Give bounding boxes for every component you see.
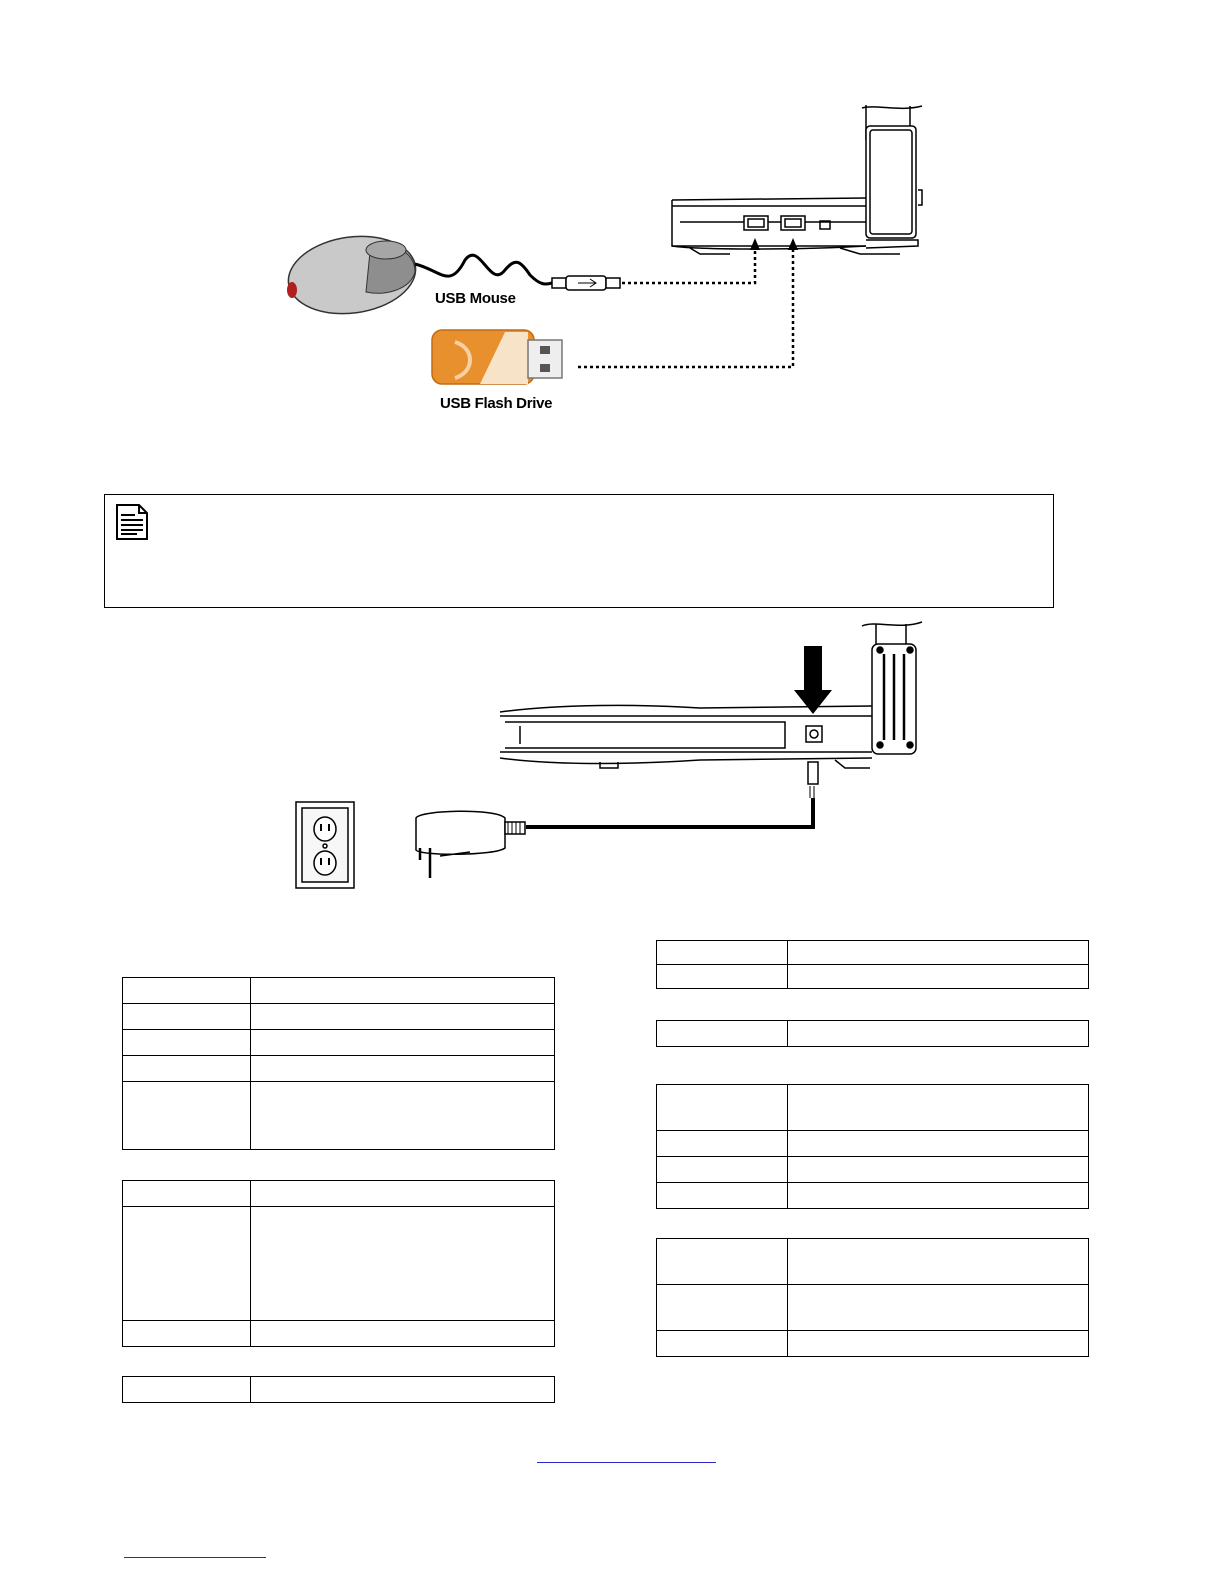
table-row	[657, 1021, 1089, 1047]
usb-connection-figure	[0, 0, 1224, 440]
table-row	[123, 1181, 555, 1207]
usb-mouse-label: USB Mouse	[435, 290, 516, 307]
table-row	[123, 1030, 555, 1056]
connection-dotted-lines	[578, 244, 793, 367]
power-plug-and-cable	[526, 762, 818, 827]
table-row	[657, 1131, 1089, 1157]
wall-outlet-icon	[296, 802, 354, 888]
table-row	[123, 1004, 555, 1030]
table-row	[657, 1157, 1089, 1183]
table-row	[657, 1331, 1089, 1357]
table-row	[657, 1183, 1089, 1209]
table-row	[123, 978, 555, 1004]
power-adapter-icon	[416, 811, 525, 878]
table-row	[123, 1056, 555, 1082]
spec-table-left-3	[122, 1376, 555, 1403]
spec-table-right-1	[656, 940, 1089, 989]
table-row	[657, 1285, 1089, 1331]
device-front-view	[500, 622, 922, 768]
spec-table-left-2	[122, 1180, 555, 1347]
table-row	[657, 1085, 1089, 1131]
device-side-view	[672, 105, 922, 254]
down-arrow-icon	[794, 646, 832, 714]
website-link[interactable]	[537, 1462, 716, 1463]
spec-table-right-4	[656, 1238, 1089, 1357]
spec-table-right-3	[656, 1084, 1089, 1209]
power-connection-figure	[0, 610, 1224, 900]
table-row	[123, 1377, 555, 1403]
spec-table-left-1	[122, 977, 555, 1150]
table-row	[123, 1321, 555, 1347]
table-row	[657, 941, 1089, 965]
usb-flash-drive-label: USB Flash Drive	[440, 395, 553, 412]
table-row	[657, 965, 1089, 989]
note-document-icon	[115, 503, 149, 541]
footer-link[interactable]	[124, 1557, 266, 1558]
table-row	[123, 1082, 555, 1150]
spec-table-right-2	[656, 1020, 1089, 1047]
usb-mouse-illustration	[283, 228, 620, 321]
note-box	[104, 494, 1054, 608]
table-row	[657, 1239, 1089, 1285]
usb-flash-drive-illustration	[432, 330, 562, 384]
table-row	[123, 1207, 555, 1321]
